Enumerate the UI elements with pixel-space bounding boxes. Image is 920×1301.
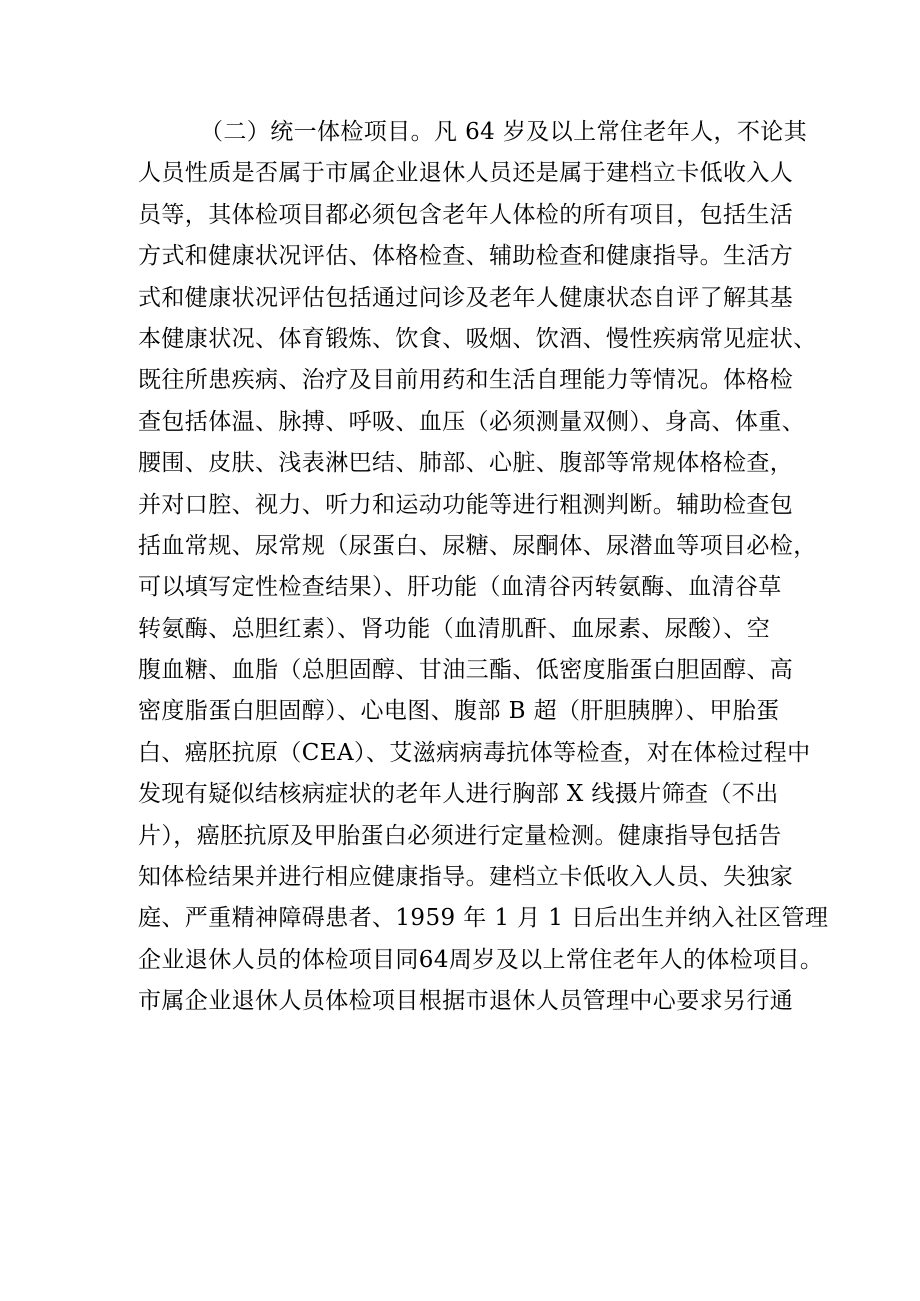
paragraph-line: 本健康状况、体育锻炼、饮食、吸烟、饮酒、慢性疾病常见症状、 [138, 325, 817, 352]
paragraph-line: 白、癌胚抗原（CEA）、艾滋病病毒抗体等检查，对在体检过程中 [138, 739, 811, 766]
paragraph-line: 腹血糖、血脂（总胆固醇、甘油三酯、低密度脂蛋白胆固醇、高 [138, 657, 794, 684]
paragraph-line: 发现有疑似结核病症状的老年人进行胸部 X 线摄片筛查（不出 [138, 781, 779, 808]
paragraph-line: 查包括体温、脉搏、呼吸、血压（必须测量双侧）、身高、体重、 [138, 408, 806, 435]
paragraph-line: （二）统一体检项目。凡 64 岁及以上常住老年人，不论其 [200, 119, 808, 145]
paragraph-line: 并对口腔、视力、听力和运动功能等进行粗测判断。辅助检查包 [138, 491, 794, 518]
paragraph-line: 括血常规、尿常规（尿蛋白、尿糖、尿酮体、尿潜血等项目必检， [138, 532, 817, 559]
paragraph-line: 可以填写定性检查结果）、肝功能（血清谷丙转氨酶、血清谷草 [138, 574, 782, 601]
paragraph-line: 转氨酶、总胆红素）、肾功能（血清肌酐、血尿素、尿酸）、空 [138, 615, 771, 642]
paragraph-line: 式和健康状况评估包括通过问诊及老年人健康状态自评了解其基 [138, 284, 794, 311]
paragraph-line: 方式和健康状况评估、体格检查、辅助检查和健康指导。生活方 [138, 243, 794, 270]
paragraph-line: 人员性质是否属于市属企业退休人员还是属于建档立卡低收入人 [138, 160, 794, 187]
paragraph-line: 市属企业退休人员体检项目根据市退休人员管理中心要求另行通 [138, 988, 794, 1015]
paragraph-line: 腰围、皮肤、浅表淋巴结、肺部、心脏、腹部等常规体格检查， [138, 450, 794, 477]
paragraph-line: 企业退休人员的体检项目同64周岁及以上常住老年人的体检项目。 [138, 946, 824, 973]
paragraph-line: 员等，其体检项目都必须包含老年人体检的所有项目，包括生活 [138, 201, 794, 228]
paragraph-line: 密度脂蛋白胆固醇）、心电图、腹部 B 超（肝胆胰脾）、甲胎蛋 [138, 698, 780, 725]
paragraph-line: 庭、严重精神障碍患者、1959 年 1 月 1 日后出生并纳入社区管理 [138, 905, 829, 932]
body-paragraph [138, 112, 829, 1023]
paragraph-line: 知体检结果并进行相应健康指导。建档立卡低收入人员、失独家 [138, 864, 794, 891]
paragraph-line: 片），癌胚抗原及甲胎蛋白必须进行定量检测。健康指导包括告 [138, 822, 782, 849]
paragraph-line: 既往所患疾病、治疗及目前用药和生活自理能力等情况。体格检 [138, 367, 794, 394]
